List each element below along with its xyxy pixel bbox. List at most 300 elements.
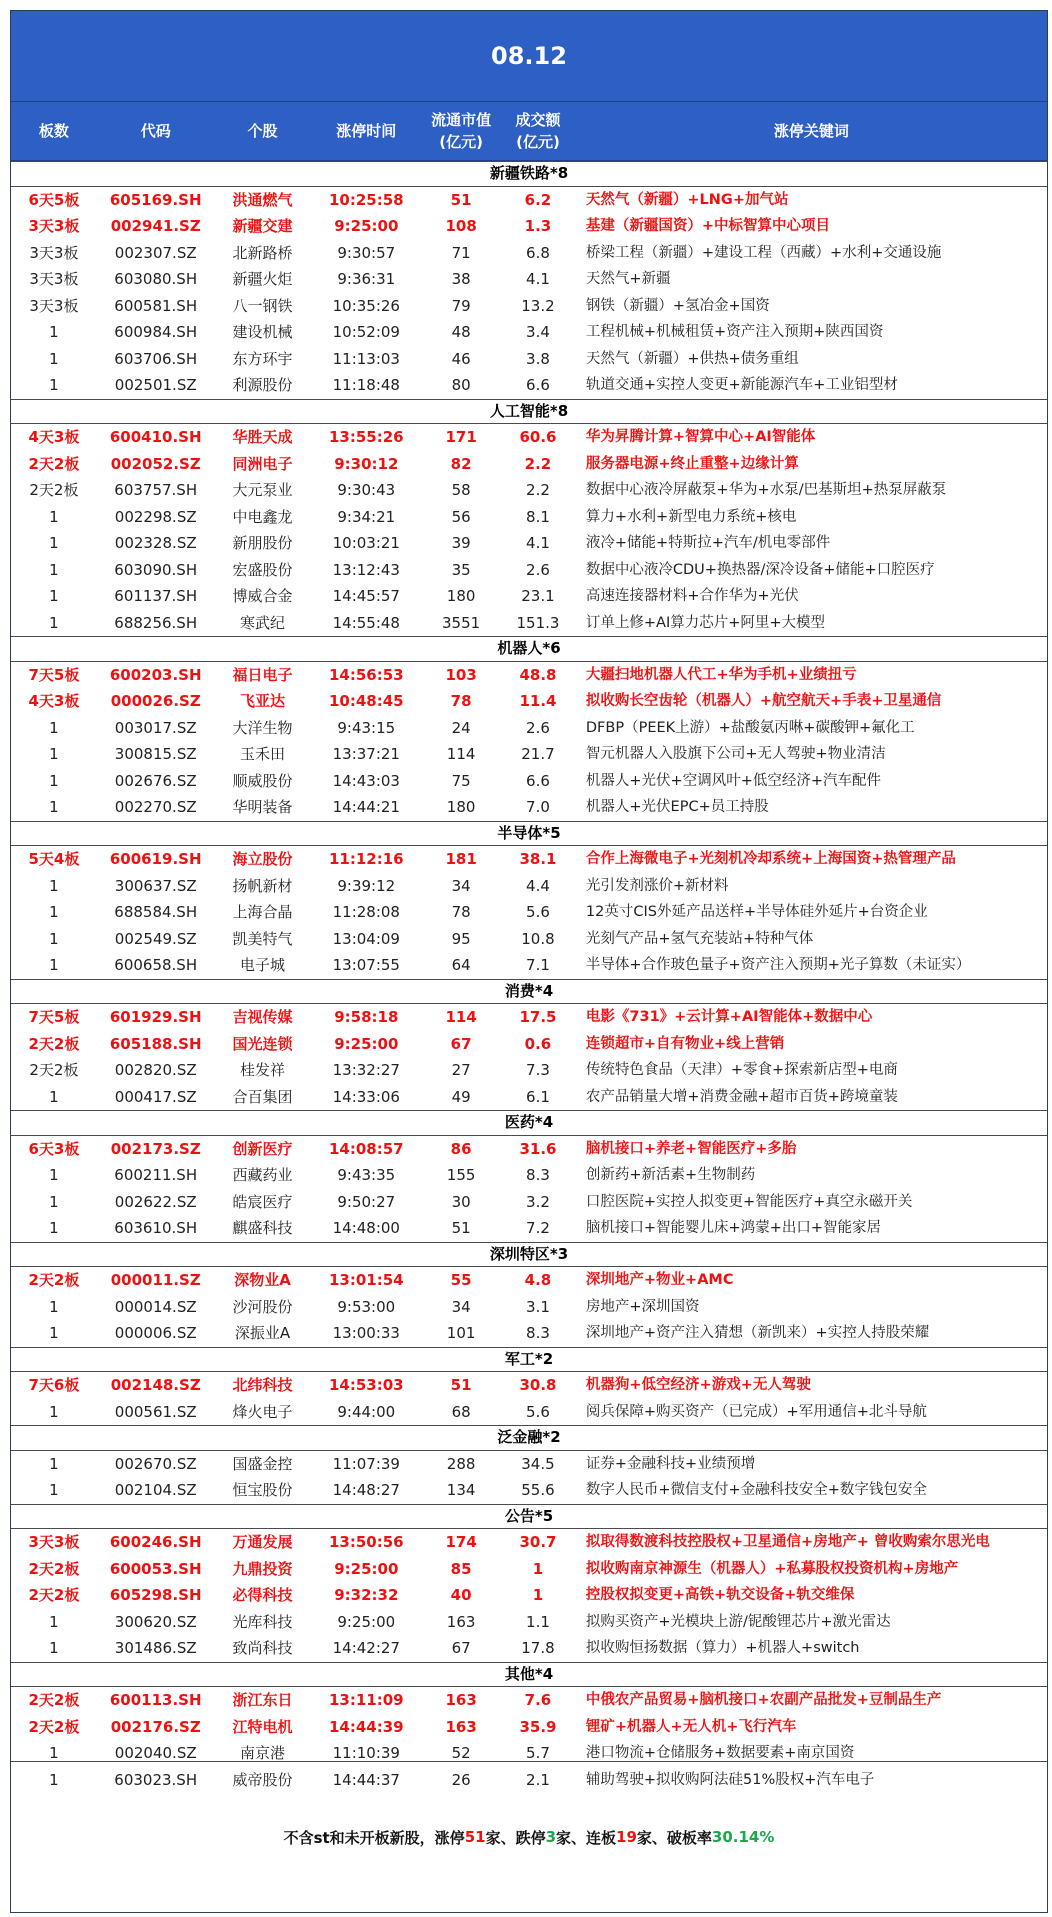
keywords-cell: 锂矿+机器人+无人机+飞行汽车 [585, 1718, 797, 1735]
limit-up-time-cell: 11:12:16 [328, 850, 404, 868]
market-cap-cell: 163 [446, 1612, 476, 1631]
turnover-cell: 13.2 [521, 296, 555, 315]
keywords-cell: 12英寸CIS外延产品送样+半导体硅外延片+台资企业 [585, 904, 928, 920]
limit-up-time-cell: 9:43:35 [337, 1166, 396, 1184]
stock-name-cell: 南京港 [239, 1744, 285, 1762]
stock-name-cell: 建设机械 [232, 323, 293, 341]
turnover-cell: 60.6 [519, 428, 557, 446]
limit-up-time-cell: 9:36:31 [337, 270, 396, 288]
turnover-cell: 4.4 [526, 876, 550, 895]
sector-header: 军工*2 [11, 1347, 1047, 1373]
turnover-cell: 7.2 [526, 1219, 550, 1237]
header-market-cap [422, 102, 500, 160]
market-cap-cell: 68 [451, 1402, 471, 1421]
stock-name-cell: 北纬科技 [232, 1376, 293, 1394]
keywords-cell: 拟收购长空齿轮（机器人）+航空航天+手表+卫星通信 [585, 693, 942, 709]
stock-name-cell: 海立股份 [232, 850, 293, 868]
turnover-cell: 6.6 [526, 771, 550, 790]
market-cap-cell: 52 [451, 1744, 471, 1762]
sector-header: 泛金融*2 [11, 1425, 1047, 1451]
stock-name-cell: 江特电机 [232, 1717, 293, 1736]
table-row [11, 1162, 1047, 1189]
limit-up-time-cell: 9:50:27 [337, 1192, 396, 1211]
market-cap-cell: 34 [451, 1297, 471, 1316]
code-cell: 002501.SZ [114, 376, 197, 394]
board-cell: 1 [49, 1297, 59, 1316]
turnover-cell: 3.1 [526, 1297, 550, 1316]
keywords-cell: 脑机接口+养老+智能医疗+多胎 [585, 1140, 797, 1157]
table-row [11, 899, 1047, 926]
sector-header: 其他*4 [11, 1662, 1047, 1688]
stock-name-cell: 光库科技 [232, 1612, 293, 1631]
keywords-cell: 港口物流+仓储服务+数据要素+南京国资 [585, 1745, 855, 1761]
turnover-cell: 5.6 [526, 1402, 550, 1421]
stock-name-cell: 博威合金 [232, 587, 293, 605]
code-cell: 002298.SZ [114, 507, 197, 526]
board-cell: 3天3板 [28, 217, 80, 235]
header-board: 板数 [38, 122, 69, 140]
stock-name-cell: 洪通燃气 [232, 190, 293, 209]
code-cell: 605169.SH [109, 190, 202, 209]
summary-footer [11, 1761, 1047, 1912]
turnover-cell: 6.8 [526, 243, 550, 262]
code-cell: 000006.SZ [114, 1324, 197, 1342]
stock-name-cell: 威帝股份 [232, 1770, 293, 1789]
code-cell: 600211.SH [114, 1166, 198, 1184]
keywords-cell: 中俄农产品贸易+脑机接口+农副产品批发+豆制品生产 [585, 1692, 942, 1708]
keywords-cell: 高速连接器材料+合作华为+光伏 [585, 588, 799, 604]
table-row [11, 1609, 1047, 1636]
turnover-cell: 4.8 [524, 1271, 552, 1289]
consecutive-count: 19 [616, 1828, 637, 1846]
stock-name-cell: 新疆交建 [232, 217, 293, 235]
table-row [11, 1215, 1047, 1242]
board-cell: 2天2板 [28, 1586, 80, 1604]
market-cap-cell: 114 [446, 745, 476, 763]
stock-name-cell: 扬帆新材 [232, 876, 293, 895]
limit-up-time-cell: 9:30:12 [334, 454, 399, 473]
market-cap-cell: 39 [451, 534, 471, 552]
board-cell: 1 [49, 1770, 59, 1789]
code-cell: 002328.SZ [114, 534, 197, 552]
date-title-bar [11, 11, 1047, 101]
table-row [11, 1031, 1047, 1058]
turnover-cell: 8.1 [526, 507, 550, 526]
stock-name-cell: 必得科技 [232, 1586, 293, 1604]
turnover-cell: 11.4 [519, 692, 557, 710]
keywords-cell: 光引发剂涨价+新材料 [585, 877, 729, 894]
market-cap-cell: 75 [451, 771, 471, 790]
board-cell: 1 [49, 1454, 59, 1473]
code-cell: 002820.SZ [114, 1061, 197, 1079]
table-row [11, 583, 1047, 610]
limit-up-time-cell: 14:45:57 [332, 587, 400, 605]
code-cell: 300620.SZ [114, 1612, 197, 1631]
limit-up-time-cell: 10:25:58 [328, 190, 404, 209]
turnover-cell: 6.2 [524, 190, 552, 209]
table-row [11, 293, 1047, 320]
limit-up-time-cell: 14:44:21 [332, 798, 400, 816]
board-cell: 2天2板 [29, 1061, 79, 1079]
code-cell: 301486.SZ [114, 1639, 197, 1657]
limit-up-time-cell: 9:25:00 [334, 1559, 399, 1578]
turnover-cell: 23.1 [521, 587, 555, 605]
table-row [11, 1635, 1047, 1662]
market-cap-cell: 48 [451, 323, 471, 341]
turnover-cell: 7.6 [524, 1691, 552, 1709]
keywords-cell: 电影《731》+云计算+AI智能体+数据中心 [585, 1009, 873, 1025]
limit-up-time-cell: 10:03:21 [332, 534, 400, 552]
limit-up-time-cell: 11:28:08 [332, 903, 400, 921]
table-row [11, 477, 1047, 504]
stock-name-cell: 同洲电子 [232, 454, 293, 473]
stock-name-cell: 深振业A [234, 1324, 291, 1342]
table-row [11, 662, 1047, 689]
sector-header: 消费*4 [11, 979, 1047, 1005]
turnover-cell: 7.1 [526, 956, 550, 974]
market-cap-cell: 82 [450, 454, 472, 473]
market-cap-cell: 78 [450, 692, 472, 710]
keywords-cell: 订单上修+AI算力芯片+阿里+大模型 [585, 614, 826, 631]
keywords-cell: 控股权拟变更+高铁+轨交设备+轨交维保 [585, 1587, 855, 1603]
keywords-cell: 拟取得数渡科技控股权+卫星通信+房地产+ 曾收购索尔思光电 [585, 1534, 990, 1550]
limit-up-time-cell: 13:07:55 [332, 956, 400, 974]
market-cap-cell: 55 [450, 1271, 472, 1289]
stock-name-cell: 寒武纪 [239, 613, 285, 632]
keywords-cell: 液冷+储能+特斯拉+汽车/机电零部件 [585, 535, 831, 551]
stock-name-cell: 国盛金控 [232, 1454, 293, 1473]
stock-name-cell: 中电鑫龙 [232, 507, 293, 526]
market-cap-cell: 71 [451, 243, 471, 262]
sector-header: 半导体*5 [11, 821, 1047, 847]
code-cell: 002040.SZ [114, 1744, 197, 1762]
turnover-cell: 38.1 [519, 850, 557, 868]
limit-up-time-cell: 13:11:09 [328, 1691, 404, 1709]
board-cell: 1 [49, 718, 59, 737]
code-cell: 002307.SZ [114, 243, 197, 262]
stock-name-cell: 八一钢铁 [232, 296, 293, 315]
keywords-cell: 轨道交通+实控人变更+新能源汽车+工业铝型材 [585, 377, 898, 393]
turnover-cell: 35.9 [519, 1717, 557, 1736]
header-time: 涨停时间 [336, 122, 397, 140]
limit-up-time-cell: 14:53:03 [328, 1376, 404, 1394]
market-cap-cell: 114 [445, 1008, 477, 1026]
turnover-cell: 2.6 [526, 560, 550, 579]
break-rate: 30.14% [711, 1828, 775, 1846]
limit-up-time-cell: 9:34:21 [337, 507, 396, 526]
code-cell: 600658.SH [114, 956, 198, 974]
table-row [11, 266, 1047, 293]
code-cell: 002148.SZ [110, 1376, 201, 1394]
stock-name-cell: 九鼎投资 [232, 1559, 293, 1578]
keywords-cell: DFBP（PEEK上游）+盐酸氨丙啉+碳酸钾+氟化工 [585, 719, 915, 736]
table-row [11, 240, 1047, 267]
market-cap-cell: 30 [451, 1192, 471, 1211]
market-cap-cell: 67 [451, 1639, 471, 1657]
table-row [11, 1294, 1047, 1321]
limit-up-time-cell: 14:48:00 [332, 1219, 400, 1237]
stock-name-cell: 恒宝股份 [232, 1481, 293, 1499]
turnover-cell: 1.1 [526, 1612, 550, 1631]
keywords-cell: 天然气（新疆）+LNG+加气站 [585, 191, 789, 208]
turnover-cell: 6.6 [526, 376, 550, 394]
code-cell: 600581.SH [114, 296, 198, 315]
board-cell: 1 [49, 1087, 59, 1106]
keywords-cell: 数字人民币+微信支付+金融科技安全+数字钱包安全 [585, 1482, 927, 1498]
limit-up-time-cell: 14:08:57 [328, 1139, 404, 1158]
header-code: 代码 [140, 122, 171, 140]
board-cell: 1 [49, 1219, 59, 1237]
code-cell: 601137.SH [114, 587, 198, 605]
stock-name-cell: 国光连锁 [232, 1034, 293, 1053]
limit-up-time-cell: 13:12:43 [332, 560, 400, 579]
keywords-cell: 机器人+光伏+空调风叶+低空经济+汽车配件 [585, 772, 881, 789]
code-cell: 603610.SH [114, 1219, 198, 1237]
keywords-cell: 拟购买资产+光模块上游/铌酸锂芯片+激光雷达 [585, 1613, 891, 1630]
stock-name-cell: 电子城 [239, 956, 285, 974]
stock-name-cell: 宏盛股份 [232, 560, 293, 579]
table-row [11, 1477, 1047, 1504]
board-cell: 1 [49, 323, 59, 341]
limit-up-time-cell: 13:04:09 [332, 929, 400, 948]
turnover-cell: 0.6 [524, 1034, 552, 1053]
code-cell: 002270.SZ [114, 798, 197, 816]
code-cell: 603080.SH [114, 270, 198, 288]
stock-name-cell: 桂发祥 [239, 1061, 285, 1079]
limit-up-time-cell: 11:18:48 [332, 376, 400, 394]
stock-name-cell: 新朋股份 [232, 534, 293, 552]
turnover-cell: 34.5 [521, 1454, 555, 1473]
market-cap-cell: 64 [451, 956, 471, 974]
board-cell: 1 [49, 1481, 59, 1499]
code-cell: 002622.SZ [114, 1192, 197, 1211]
code-cell: 000561.SZ [114, 1402, 197, 1421]
turnover-cell: 2.2 [524, 454, 552, 473]
turnover-cell: 3.2 [526, 1192, 550, 1211]
keywords-cell: 农产品销量大增+消费金融+超市百货+跨境童装 [585, 1088, 898, 1105]
board-cell: 3天3板 [29, 270, 79, 288]
board-cell: 1 [49, 1166, 59, 1184]
limit-up-time-cell: 14:56:53 [328, 665, 404, 684]
limit-up-time-cell: 13:37:21 [332, 745, 400, 763]
market-cap-cell: 180 [446, 798, 476, 816]
table-row [11, 346, 1047, 373]
market-cap-cell: 67 [450, 1034, 472, 1053]
stock-name-cell: 北新路桥 [232, 243, 293, 262]
stock-name-cell: 创新医疗 [232, 1139, 293, 1158]
market-cap-cell: 180 [446, 587, 476, 605]
market-cap-cell: 26 [451, 1770, 471, 1789]
summary-text-1: 家、跌停 [485, 1828, 546, 1847]
turnover-cell: 1.3 [524, 217, 552, 235]
table-row [11, 1084, 1047, 1111]
market-cap-cell: 163 [445, 1717, 477, 1736]
market-cap-cell: 78 [451, 903, 471, 921]
limit-up-time-cell: 13:55:26 [328, 428, 404, 446]
keywords-cell: 辅助驾驶+拟收购阿法硅51%股权+汽车电子 [585, 1771, 875, 1788]
turnover-cell: 1 [532, 1559, 544, 1578]
stock-name-cell: 浙江东日 [232, 1691, 293, 1709]
table-row [11, 424, 1047, 451]
limit-up-time-cell: 9:30:43 [337, 481, 396, 499]
market-cap-cell: 3551 [442, 613, 481, 632]
keywords-cell: 连锁超市+自有物业+线上营销 [585, 1035, 785, 1052]
limit-up-time-cell: 9:25:00 [334, 217, 399, 235]
market-cap-cell: 174 [445, 1533, 477, 1551]
header-market-cap-unit: (亿元) [439, 133, 483, 151]
table-row [11, 1556, 1047, 1583]
header-turnover [500, 102, 576, 160]
market-cap-cell: 79 [451, 296, 471, 315]
market-cap-cell: 108 [445, 217, 477, 235]
table-body [11, 161, 1047, 1793]
board-cell: 7天6板 [28, 1376, 80, 1394]
stock-name-cell: 西藏药业 [232, 1166, 293, 1184]
keywords-cell: 智元机器人入股旗下公司+无人驾驶+物业清洁 [585, 746, 886, 762]
table-row [11, 610, 1047, 637]
limit-up-time-cell: 9:39:12 [337, 876, 396, 895]
code-cell: 688256.SH [114, 613, 198, 632]
keywords-cell: 服务器电源+终止重整+边缘计算 [585, 455, 799, 472]
header-turnover-unit: (亿元) [516, 133, 560, 151]
limit-up-time-cell: 9:25:00 [337, 1612, 396, 1631]
market-cap-cell: 171 [445, 428, 477, 446]
date-title: 08.12 [491, 42, 567, 70]
stock-name-cell: 大洋生物 [232, 718, 293, 737]
stock-name-cell: 吉视传媒 [232, 1008, 293, 1026]
board-cell: 2天2板 [29, 481, 79, 499]
table-row [11, 741, 1047, 768]
limit-up-time-cell: 14:44:37 [332, 1770, 400, 1789]
code-cell: 002052.SZ [110, 454, 201, 473]
board-cell: 2天2板 [28, 1034, 80, 1053]
stock-name-cell: 万通发展 [232, 1533, 293, 1551]
keywords-cell: 工程机械+机械租赁+资产注入预期+陕西国资 [585, 324, 884, 340]
keywords-cell: 半导体+合作玻色量子+资产注入预期+光子算数（未证实） [585, 957, 971, 973]
board-cell: 2天2板 [28, 1691, 80, 1709]
turnover-cell: 7.3 [526, 1061, 550, 1079]
board-cell: 1 [49, 1192, 59, 1211]
stock-name-cell: 福日电子 [232, 665, 293, 684]
stock-name-cell: 顺威股份 [232, 771, 293, 790]
turnover-cell: 48.8 [519, 665, 557, 684]
stock-name-cell: 烽火电子 [232, 1402, 293, 1421]
market-cap-cell: 49 [451, 1087, 471, 1106]
code-cell: 600410.SH [109, 428, 202, 446]
limit-up-time-cell: 14:44:39 [328, 1717, 404, 1736]
board-cell: 7天5板 [28, 665, 80, 684]
keywords-cell: 机器狗+低空经济+游戏+无人驾驶 [585, 1377, 811, 1393]
market-cap-cell: 38 [451, 270, 471, 288]
board-cell: 4天3板 [28, 692, 80, 710]
limit-up-time-cell: 9:32:32 [334, 1586, 399, 1604]
limit-up-time-cell: 10:52:09 [332, 323, 400, 341]
board-cell: 1 [49, 1324, 59, 1342]
sector-header: 深圳特区*3 [11, 1242, 1047, 1268]
table-row [11, 1320, 1047, 1347]
table-row [11, 1267, 1047, 1294]
board-cell: 1 [49, 745, 59, 763]
keywords-cell: 深圳地产+物业+AMC [585, 1272, 734, 1288]
code-cell: 688584.SH [114, 903, 198, 921]
stock-name-cell: 飞亚达 [239, 692, 285, 710]
code-cell: 603706.SH [114, 349, 198, 368]
table-row [11, 1687, 1047, 1714]
keywords-cell: 机器人+光伏EPC+员工持股 [585, 799, 769, 815]
turnover-cell: 6.1 [526, 1087, 550, 1106]
market-cap-cell: 86 [450, 1139, 472, 1158]
table-row [11, 1057, 1047, 1084]
code-cell: 300815.SZ [114, 745, 197, 763]
market-cap-cell: 24 [451, 718, 471, 737]
table-row [11, 1529, 1047, 1556]
header-turnover-label: 成交额 [515, 111, 561, 129]
market-cap-cell: 35 [451, 560, 471, 579]
code-cell: 603090.SH [114, 560, 198, 579]
keywords-cell: 基建（新疆国资）+中标智算中心项目 [585, 218, 831, 234]
table-row [11, 715, 1047, 742]
code-cell: 002176.SZ [110, 1717, 201, 1736]
board-cell: 1 [49, 929, 59, 948]
keywords-cell: 天然气（新疆）+供热+债务重组 [585, 350, 799, 367]
market-cap-cell: 58 [451, 481, 471, 499]
header-stock: 个股 [247, 122, 278, 140]
limit-up-time-cell: 13:00:33 [332, 1324, 400, 1342]
table-row [11, 372, 1047, 399]
market-cap-cell: 34 [451, 876, 471, 895]
board-cell: 1 [49, 1402, 59, 1421]
code-cell: 002104.SZ [114, 1481, 197, 1499]
table-row [11, 557, 1047, 584]
table-row [11, 952, 1047, 979]
turnover-cell: 31.6 [519, 1139, 557, 1158]
turnover-cell: 5.6 [526, 903, 550, 921]
board-cell: 1 [49, 587, 59, 605]
code-cell: 600053.SH [109, 1559, 202, 1578]
code-cell: 002173.SZ [110, 1139, 201, 1158]
market-cap-cell: 85 [450, 1559, 472, 1578]
board-cell: 1 [49, 1639, 59, 1657]
keywords-cell: 房地产+深圳国资 [585, 1298, 700, 1315]
limit-up-time-cell: 10:48:45 [328, 692, 404, 710]
limit-up-time-cell: 13:32:27 [332, 1061, 400, 1079]
code-cell: 603023.SH [114, 1770, 198, 1789]
code-cell: 000026.SZ [110, 692, 201, 710]
limit-up-time-cell: 9:30:57 [337, 243, 396, 262]
code-cell: 000011.SZ [110, 1271, 201, 1289]
turnover-cell: 30.8 [519, 1376, 557, 1394]
keywords-cell: 华为昇腾计算+智算中心+AI智能体 [585, 429, 816, 445]
board-cell: 2天2板 [28, 1271, 80, 1289]
table-row [11, 873, 1047, 900]
board-cell: 1 [49, 876, 59, 895]
limit-up-time-cell: 9:25:00 [334, 1034, 399, 1053]
market-cap-cell: 181 [445, 850, 477, 868]
stock-name-cell: 玉禾田 [239, 745, 285, 763]
limit-up-time-cell: 14:42:27 [332, 1639, 400, 1657]
turnover-cell: 2.1 [526, 1770, 550, 1789]
keywords-cell: 脑机接口+智能婴儿床+鸿蒙+出口+智能家居 [585, 1220, 881, 1236]
limit-up-time-cell: 14:43:03 [332, 771, 400, 790]
table-row [11, 1451, 1047, 1478]
keywords-cell: 算力+水利+新型电力系统+核电 [585, 508, 797, 525]
table-row [11, 1714, 1047, 1741]
market-cap-cell: 56 [451, 507, 471, 526]
turnover-cell: 5.7 [526, 1744, 550, 1762]
limit-up-time-cell: 11:07:39 [332, 1454, 400, 1473]
table-row [11, 688, 1047, 715]
table-row [11, 794, 1047, 821]
